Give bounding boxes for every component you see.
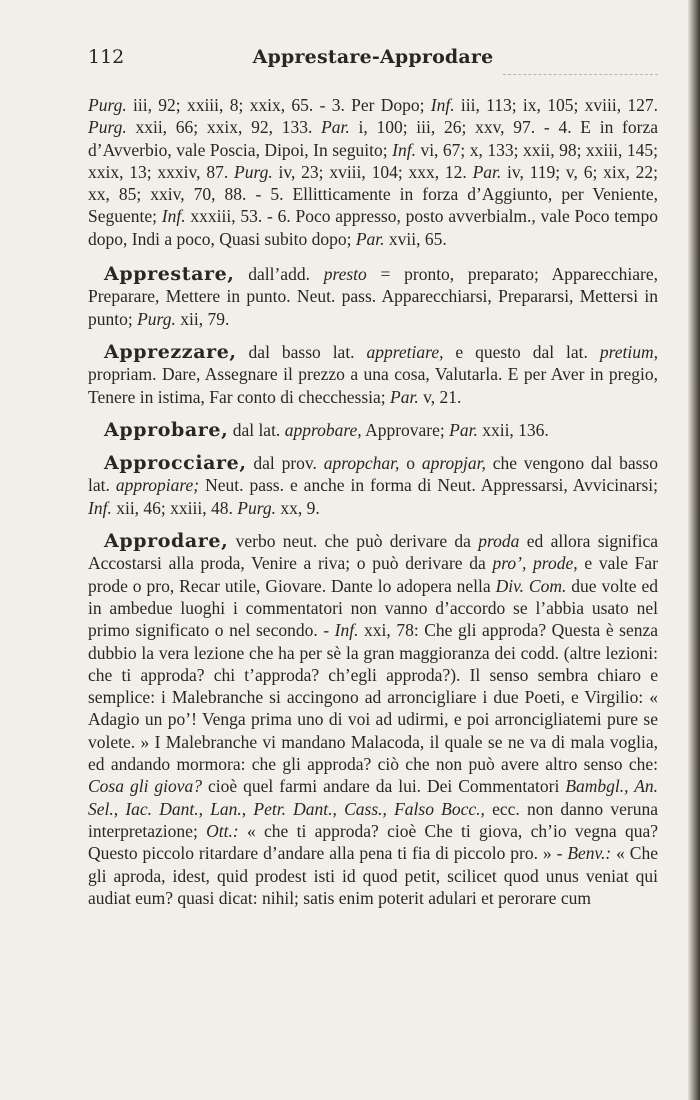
- page-header: [88, 40, 658, 74]
- italic-run: pro’, prode,: [492, 553, 578, 574]
- text-run: dal prov.: [246, 453, 324, 474]
- text-run: « che ti approda? cioè Che ti giova, ch’io vegna qua? Questo piccolo ritardare d’andare alla pena ti fia di piccolo pro. » -: [88, 820, 658, 864]
- text-run: che vengono dal basso lat.: [88, 453, 658, 496]
- text-run: dal basso lat.: [236, 341, 367, 362]
- text-run: xxii, 136.: [477, 419, 549, 440]
- text-run: iii, 113; ix, 105; xviii, 127.: [454, 95, 658, 115]
- text-run: xii, 79.: [175, 308, 230, 329]
- text-run: « Che gli aproda, idest, quid prodest isti id quod petit, scilicet quod unus veniat qui audiat eum? quasi dicat: nihil; satis enim poterit adulari et perorare cum: [88, 843, 658, 908]
- dictionary-entry: [88, 419, 658, 441]
- text-run: vi, 67; x, 133; xxii, 98; xxiii, 145; xxix, 13; xxxiv, 87.: [88, 139, 658, 182]
- italic-run: Purg.: [137, 308, 176, 329]
- page-body: [88, 94, 658, 909]
- running-head: Apprestare-Approdare: [252, 46, 494, 68]
- italic-run: Inf.: [392, 139, 416, 160]
- dictionary-page: [88, 40, 658, 920]
- text-run: iii, 92; xxiii, 8; xxix, 65. - 3. Per Dopo;: [126, 95, 431, 115]
- text-run: o: [399, 453, 422, 474]
- text-run: i, 100; iii, 26; xxv, 97. - 4. E in forza d’Avverbio, vale Poscia, Dipoi, In seguito;: [88, 117, 658, 160]
- text-run: xx, 9.: [276, 497, 320, 518]
- italic-run: Benv.:: [567, 843, 612, 864]
- text-run: xvii, 65.: [384, 228, 447, 249]
- italic-run: Par.: [390, 386, 419, 407]
- entry-headword: Approcciare,: [104, 452, 247, 475]
- entry-headword: Approdare,: [104, 530, 229, 553]
- dictionary-entry: [88, 263, 658, 330]
- text-run: cioè quel farmi andare da lui. Dei Commentatori: [202, 776, 566, 797]
- text-run: xii, 46; xxiii, 48.: [111, 497, 238, 518]
- italic-run: approbare,: [284, 419, 362, 440]
- italic-run: Inf.: [430, 95, 455, 115]
- italic-run: presto: [323, 264, 367, 285]
- text-run: dal lat.: [228, 419, 285, 440]
- text-run: e vale Far prode o pro, Recar utile, Giovare. Dante lo adopera nella: [88, 553, 658, 596]
- italic-run: Inf.: [88, 497, 112, 518]
- text-run: propriam. Dare, Assegnare il prezzo a una cosa, Valutarla. E per Aver in pregio, Tenere in istima, Far conto di checchessia;: [88, 364, 658, 407]
- text-run: iv, 23; xviii, 104; xxx, 12.: [272, 161, 473, 182]
- text-run: dall’add.: [234, 264, 324, 285]
- italic-run: proda: [478, 531, 520, 552]
- text-run: = pronto, preparato; Apparecchiare, Preparare, Mettere in punto. Neut. pass. Apparecchiarsi, Prepararsi, Mettersi in punto;: [88, 264, 658, 329]
- italic-run: Par.: [472, 161, 502, 182]
- italic-run: Purg.: [234, 161, 273, 182]
- italic-run: appropiare;: [115, 475, 200, 496]
- page-number: 112: [88, 46, 125, 68]
- italic-run: Inf.: [334, 620, 359, 641]
- text-run: Neut. pass. e anche in forma di Neut. Appressarsi, Avvicinarsi;: [199, 475, 658, 496]
- italic-run: apropchar,: [323, 453, 400, 474]
- italic-run: Par.: [355, 228, 385, 249]
- text-run: xxii, 66; xxix, 92, 133.: [126, 117, 322, 138]
- text-run: verbo neut. che può derivare da: [228, 531, 479, 552]
- text-run: due volte ed in ambedue luoghi i commentatori non vanno d’accordo se l’abbia usato nel primo significato o nel secondo. -: [88, 575, 658, 641]
- continued-entry: [88, 94, 658, 250]
- text-run: ed allora significa Accostarsi alla proda, Venire a riva; o può derivare da: [88, 531, 658, 574]
- italic-run: Bambgl., An. Sel., Iac. Dant., Lan., Petr. Dant., Cass., Falso Bocc.,: [88, 776, 659, 819]
- text-run: iv, 119; v, 6; xix, 22; xx, 85; xxiv, 70, 88. - 5. Ellitticamente in forza d’Aggiunto, per Veniente, Seguente;: [88, 161, 659, 227]
- italic-run: Div. Com.: [495, 575, 567, 596]
- book-binding-edge: [688, 0, 700, 1100]
- dictionary-entry: [88, 341, 658, 408]
- entry-headword: Apprestare,: [104, 263, 235, 286]
- italic-run: Cosa gli giova?: [88, 776, 203, 797]
- dictionary-entry: [88, 452, 658, 519]
- italic-run: Par.: [449, 419, 478, 440]
- text-run: v, 21.: [418, 386, 462, 407]
- header-rule: [503, 74, 658, 75]
- text-run: ecc. non danno veruna interpretazione;: [88, 798, 658, 841]
- italic-run: pretium,: [599, 341, 659, 362]
- italic-run: Inf.: [161, 206, 186, 227]
- entry-headword: Approbare,: [104, 418, 229, 441]
- text-run: xxi, 78: Che gli approda? Questa è senza dubbio la vera lezione che ha per sè la gran maggioranza dei codd. (altre lezioni: che ti approda? chi t’approda? ch’egli approda?). Il senso sembra chiaro e semplice: i Malebranche si accingono ad arroncigliare i due Poeti, e Virgilio: « Adagio un po’! Venga prima uno di voi ad udirmi, e poi arroncigliatemi pure se volete. » I Malebranche vi mandano Malacoda, il quale se ne va di mala voglia, ed andando mormora: che gli approda? ciò che non può avere altro senso che:: [88, 620, 658, 775]
- italic-run: Purg.: [88, 117, 127, 138]
- italic-run: Par.: [321, 117, 350, 138]
- italic-run: Purg.: [237, 497, 276, 518]
- text-run: e questo dal lat.: [443, 341, 600, 362]
- text-run: Approvare;: [361, 419, 450, 440]
- italic-run: appretiare,: [366, 341, 444, 362]
- italic-run: apropjar,: [421, 453, 486, 474]
- dictionary-entry: [88, 530, 658, 909]
- italic-run: Ott.:: [206, 820, 239, 841]
- italic-run: Purg.: [88, 95, 127, 115]
- entry-headword: Apprezzare,: [104, 340, 237, 363]
- text-run: xxxiii, 53. - 6. Poco appresso, posto avverbialm., vale Poco tempo dopo, Indi a poco, Quasi subito dopo;: [88, 206, 658, 249]
